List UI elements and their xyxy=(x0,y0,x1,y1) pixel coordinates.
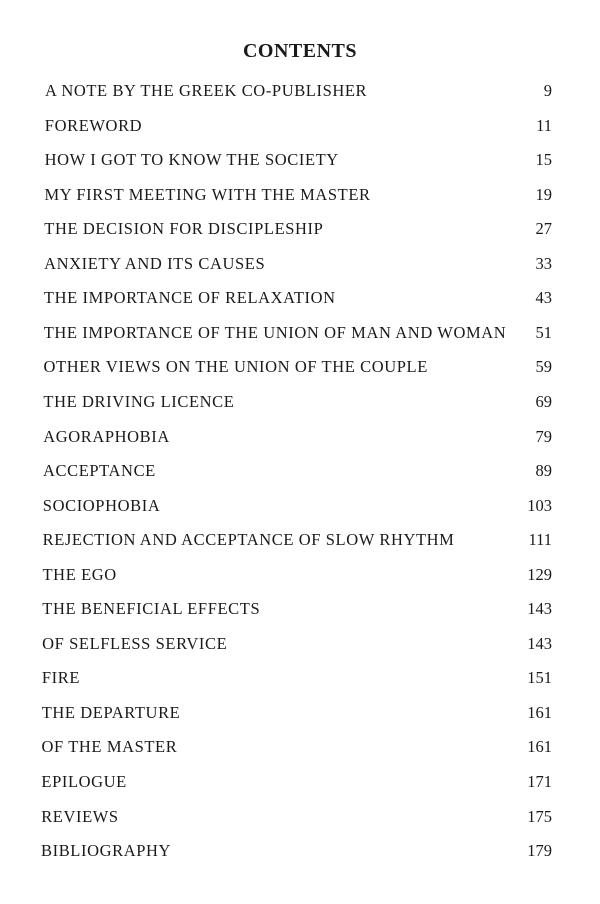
toc-entry xyxy=(0,841,600,865)
toc-entry-title: THE BENEFICIAL EFFECTS xyxy=(42,599,261,619)
toc-entry-title: THE IMPORTANCE OF RELAXATION xyxy=(43,288,336,308)
toc-entry-title: A NOTE BY THE GREEK CO-PUBLISHER xyxy=(45,81,368,100)
toc-entry-page-number: 11 xyxy=(536,115,552,135)
toc-entry-title: ANXIETY AND ITS CAUSES xyxy=(44,253,266,273)
toc-entry-title: REVIEWS xyxy=(41,806,119,826)
toc-entry-page-number: 129 xyxy=(527,564,552,584)
toc-entry-title: EPILOGUE xyxy=(41,772,127,791)
toc-entry xyxy=(0,219,600,243)
toc-entry-title: THE DRIVING LICENCE xyxy=(43,391,235,411)
toc-entry-page-number: 103 xyxy=(527,495,552,515)
toc-entry-page-number: 33 xyxy=(535,253,552,273)
toc-entry-page-number: 151 xyxy=(527,668,552,688)
toc-entry xyxy=(0,599,600,623)
toc-entry xyxy=(0,150,600,174)
toc-entry-page-number: 15 xyxy=(535,150,552,170)
toc-entry-page-number: 161 xyxy=(527,737,552,757)
toc-entry-title: OTHER VIEWS ON THE UNION OF THE COUPLE xyxy=(43,357,428,377)
toc-entry-title: MY FIRST MEETING WITH THE MASTER xyxy=(44,184,371,204)
toc-entry-page-number: 143 xyxy=(527,599,552,619)
toc-entry xyxy=(0,496,600,520)
toc-entry-page-number: 89 xyxy=(535,461,552,480)
toc-entry-title: BIBLIOGRAPHY xyxy=(41,841,172,861)
toc-entry-page-number: 171 xyxy=(527,772,552,791)
toc-entry-page-number: 69 xyxy=(535,391,552,411)
toc-entry xyxy=(0,634,600,658)
toc-entry-title: THE DECISION FOR DISCIPLESHIP xyxy=(44,219,324,239)
toc-entry-title: REJECTION AND ACCEPTANCE OF SLOW RHYTHM xyxy=(42,530,455,550)
toc-entry xyxy=(0,530,600,554)
toc-entry xyxy=(0,772,600,796)
toc-entry-page-number: 9 xyxy=(543,81,552,100)
toc-entry-title: OF SELFLESS SERVICE xyxy=(42,633,228,653)
toc-entry-page-number: 43 xyxy=(535,288,552,308)
toc-entry xyxy=(0,737,600,761)
toc-entry-title: AGORAPHOBIA xyxy=(43,426,170,446)
toc-entry xyxy=(0,392,600,416)
toc-entry-title: SOCIOPHOBIA xyxy=(42,495,161,515)
toc-entry-title: ACCEPTANCE xyxy=(43,461,156,480)
toc-entry-page-number: 27 xyxy=(535,219,552,239)
toc-entry-title: THE DEPARTURE xyxy=(41,702,181,722)
toc-entry-page-number: 51 xyxy=(535,322,552,342)
toc-entry xyxy=(0,357,600,381)
toc-entry-page-number: 143 xyxy=(527,633,552,653)
toc-entry-page-number: 179 xyxy=(527,841,552,861)
toc-entry-page-number: 175 xyxy=(527,806,552,826)
toc-entry xyxy=(0,807,600,831)
toc-entry xyxy=(0,81,600,105)
page-title: CONTENTS xyxy=(242,40,358,62)
toc-entry xyxy=(0,427,600,451)
toc-entry-page-number: 79 xyxy=(535,426,552,446)
toc-entry-title: OF THE MASTER xyxy=(41,737,178,757)
toc-entry-page-number: 19 xyxy=(535,184,552,204)
toc-entry xyxy=(0,254,600,278)
toc-entry xyxy=(0,668,600,692)
toc-entry-title: FIRE xyxy=(41,668,81,688)
toc-entry-page-number: 59 xyxy=(535,357,552,377)
toc-entry-title: HOW I GOT TO KNOW THE SOCIETY xyxy=(44,150,339,170)
toc-entry-title: THE EGO xyxy=(42,564,117,584)
toc-entry xyxy=(0,323,600,347)
toc-entry-page-number: 111 xyxy=(528,530,552,550)
toc-entry xyxy=(0,703,600,727)
toc-entry xyxy=(0,565,600,589)
toc-entry xyxy=(0,116,600,140)
toc-entry xyxy=(0,461,600,485)
toc-entry-title: THE IMPORTANCE OF THE UNION OF MAN AND WOMAN xyxy=(43,322,507,342)
toc-entry xyxy=(0,288,600,312)
toc-entry xyxy=(0,185,600,209)
toc-entry-title: FOREWORD xyxy=(44,115,143,135)
toc-entry-page-number: 161 xyxy=(527,702,552,722)
